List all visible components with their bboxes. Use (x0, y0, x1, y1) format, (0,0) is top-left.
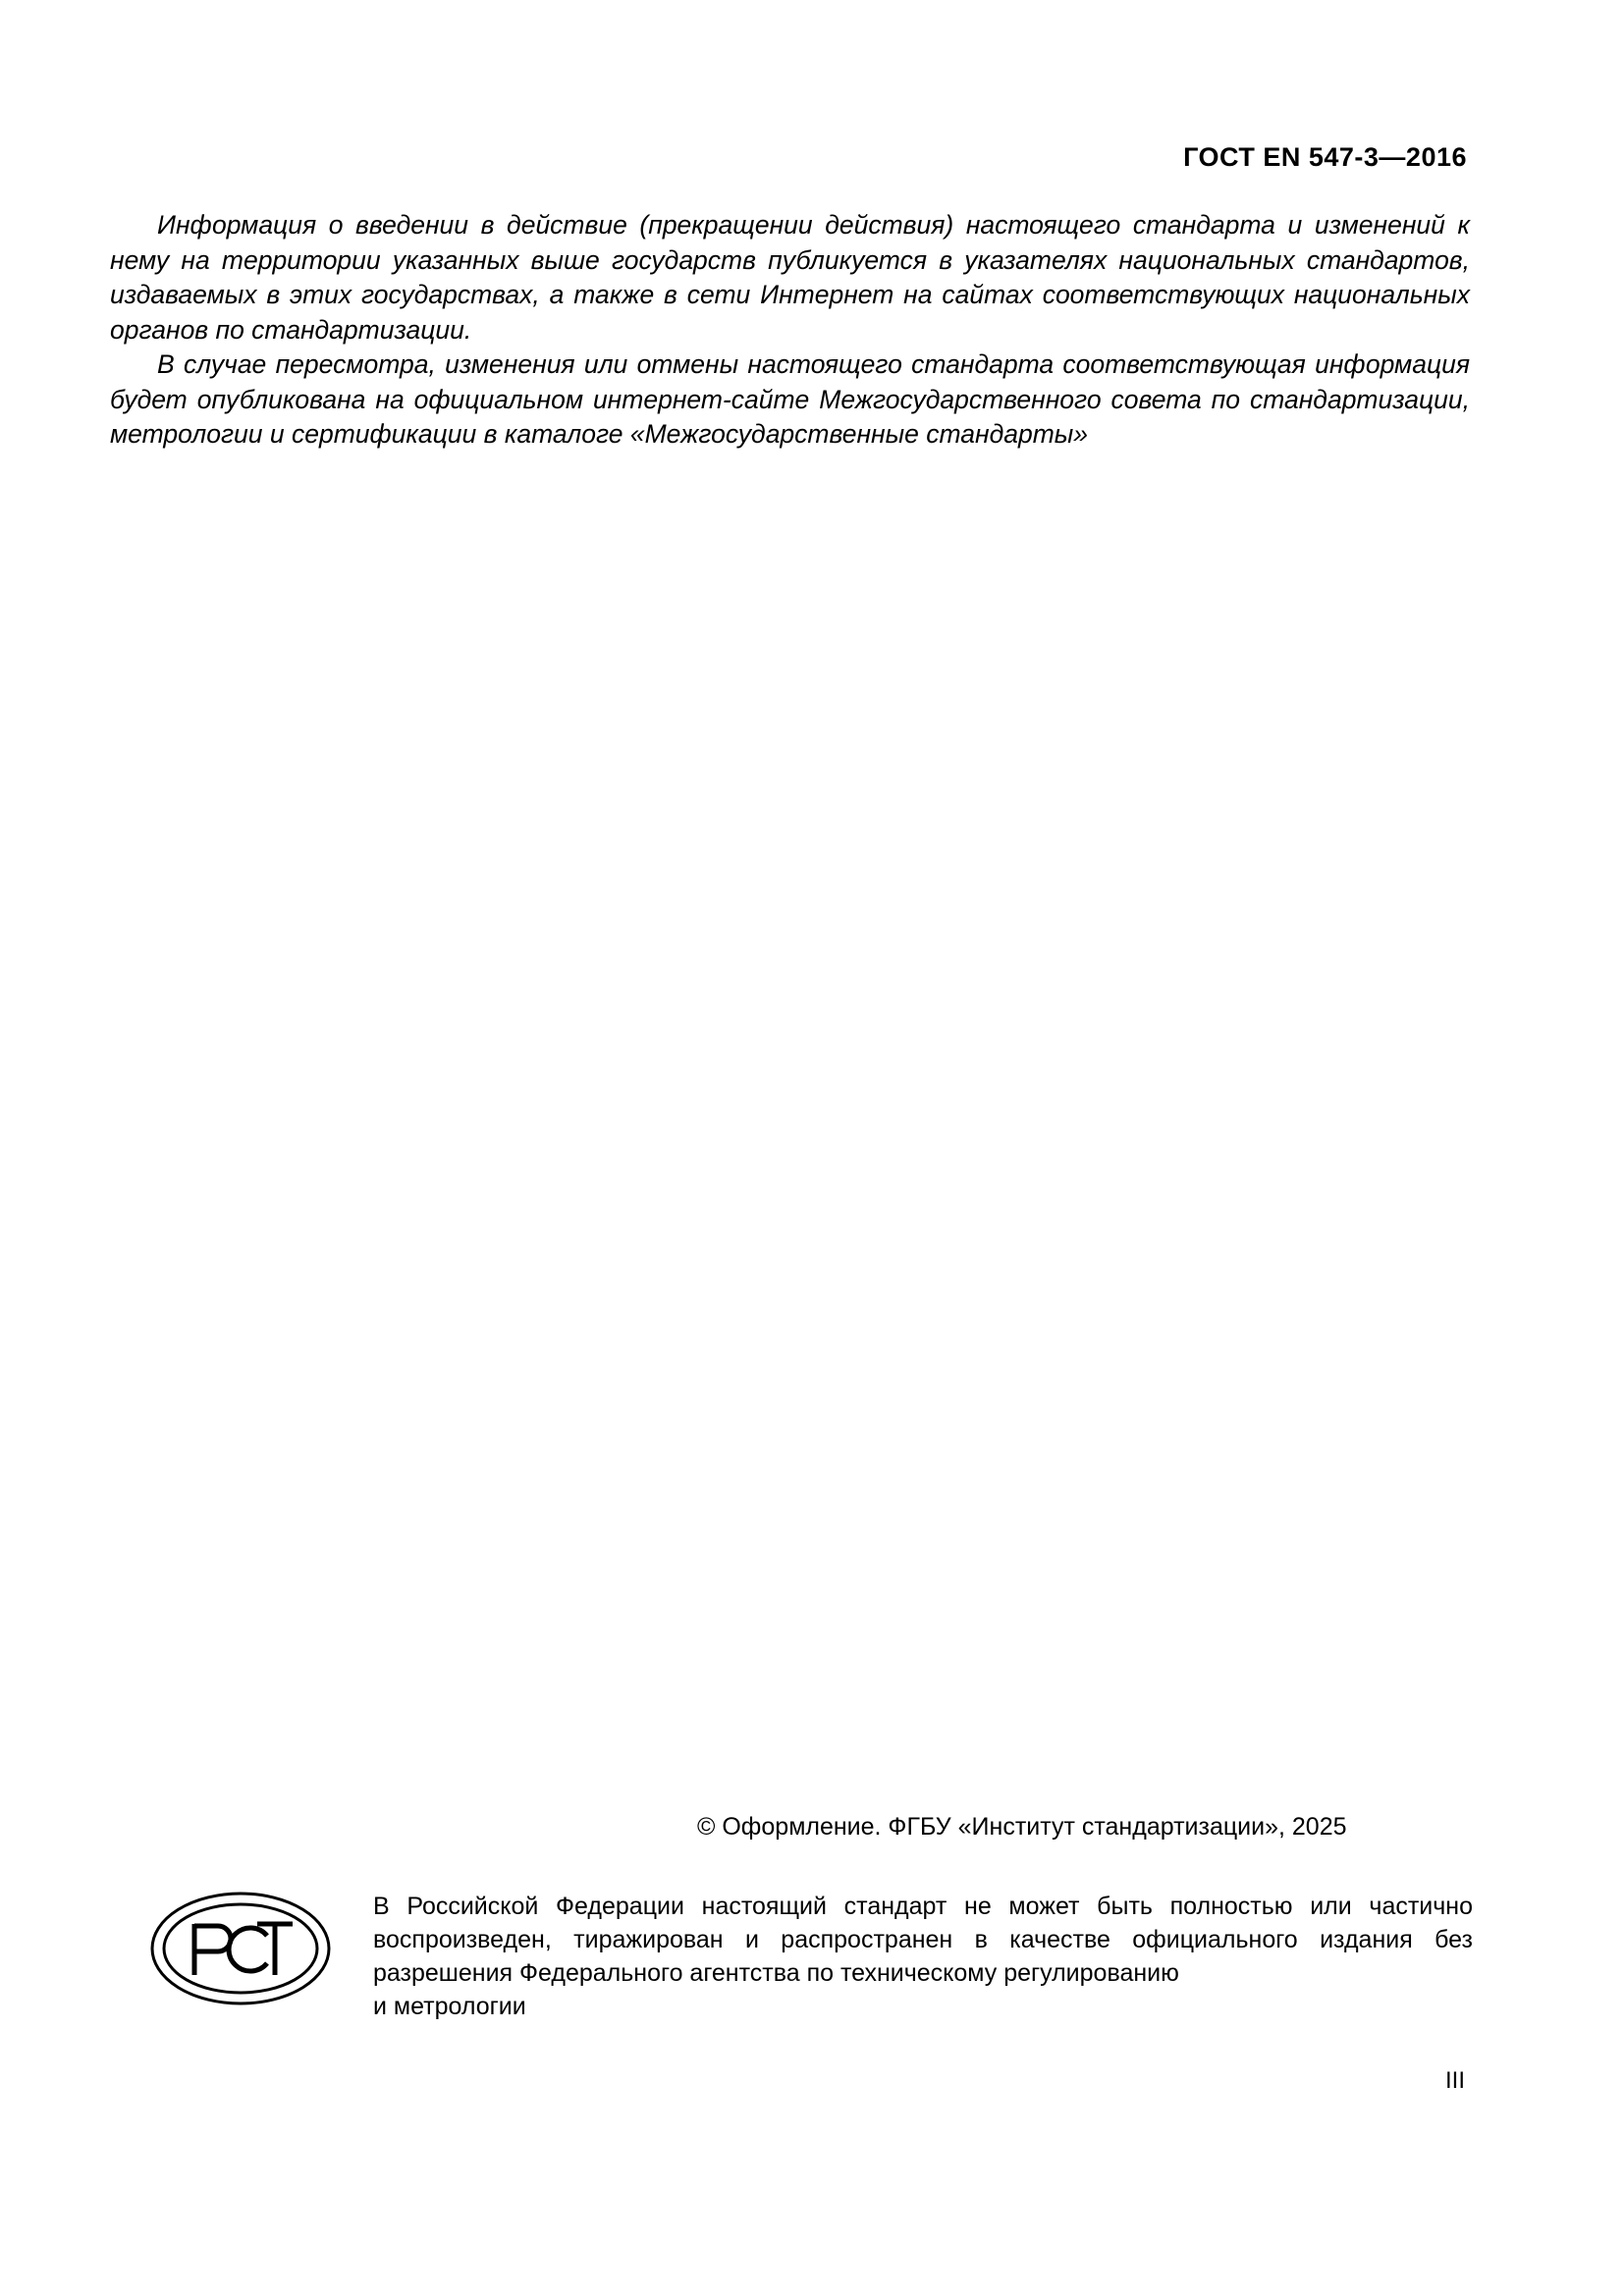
standard-code-header: ГОСТ EN 547-3—2016 (1183, 142, 1467, 172)
copyright-line: © Оформление. ФГБУ «Институт стандартизации», 2025 (697, 1813, 1347, 1841)
paragraph-text: В случае пересмотра, изменения или отмены настоящего стандарта соответствующая информация будет опубликована на официальном интернет-сайте Межгосударственного совета по стандартизации, метрологии и сертификации в каталоге «Межгосударственные стандарты» (110, 349, 1470, 449)
reproduction-notice (373, 1890, 1473, 2023)
paragraph-text: Информация о введении в действие (прекращении действия) настоящего стандарта и изменений к нему на территории указанных выше государств публикуется в указателях национальных стандартов, издаваемых в этих государствах, а также в сети Интернет на сайтах соответствующих национальных органов по стандартизации. (110, 210, 1470, 345)
paragraph-introduction-info (110, 208, 1470, 347)
paragraph-revision-info (110, 347, 1470, 453)
notice-last-line: и метрологии (373, 1993, 526, 2020)
notice-text: В Российской Федерации настоящий стандарт не может быть полностью или частично воспроизведен, тиражирован и распространен в качестве официального издания без разрешения Федерального агентства по техническому регулированию (373, 1893, 1473, 1987)
page-number: III (1444, 2067, 1465, 2094)
body-text-block (110, 208, 1470, 453)
gost-r-emblem-icon (147, 1885, 334, 2012)
